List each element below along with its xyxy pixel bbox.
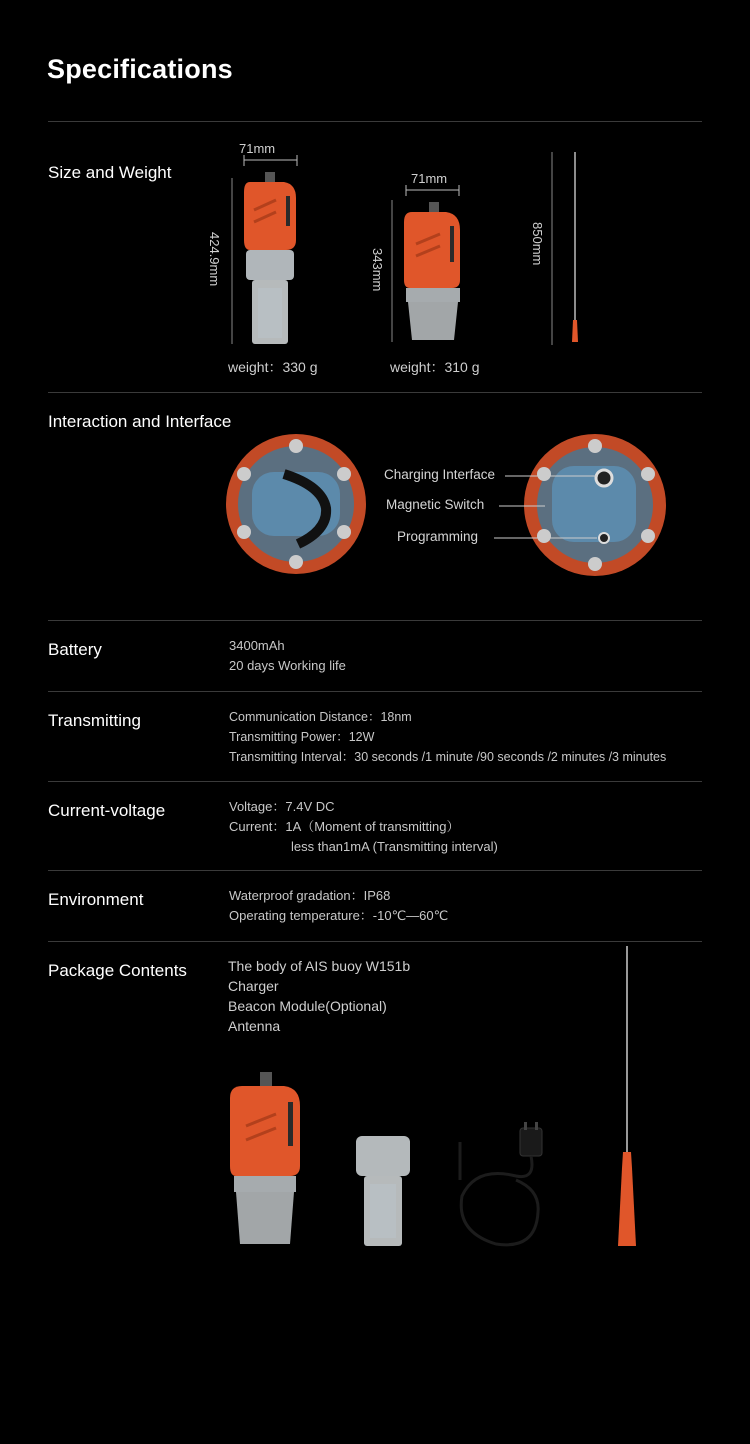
battery-capacity: 3400mAh [229, 638, 285, 653]
transmitting-label: Transmitting [48, 711, 141, 730]
divider [48, 691, 702, 692]
antenna-height: 850mm [530, 222, 545, 266]
voltage: Voltage：7.4V DC [229, 799, 335, 814]
page-title: Specifications [47, 54, 233, 84]
device1-weight: weight：330 g [228, 359, 318, 375]
communication-distance: Communication Distance：18nm [229, 710, 412, 724]
battery-specs [229, 636, 346, 676]
package-contents-label: Package Contents [48, 961, 187, 980]
current: Current：1A（Moment of transmitting） [229, 819, 460, 834]
package-antenna-image [612, 946, 642, 1250]
battery-label: Battery [48, 640, 102, 659]
divider [48, 941, 702, 942]
environment-label: Environment [48, 890, 144, 909]
device1-width: 71mm [239, 141, 276, 156]
operating-temperature: Operating temperature：-10℃—60℃ [229, 908, 449, 923]
package-item: Beacon Module(Optional) [228, 998, 387, 1014]
device2-weight: weight：310 g [390, 359, 480, 375]
current-idle: less than1mA (Transmitting interval) [291, 839, 498, 854]
device1-height: 424.9mm [207, 232, 222, 287]
transmitting-specs [229, 707, 666, 767]
callout-lines [0, 0, 750, 600]
current-voltage-label: Current-voltage [48, 801, 166, 820]
size-weight-label: Size and Weight [48, 163, 172, 182]
package-item: Antenna [228, 1018, 281, 1034]
divider [48, 870, 702, 871]
package-beacon-module-image [354, 1134, 412, 1250]
callout-magnetic-switch: Magnetic Switch [386, 497, 485, 512]
callout-programming: Programming [397, 529, 479, 544]
transmitting-interval: Transmitting Interval：30 seconds /1 minute /90 seconds /2 minutes /3 minutes [229, 750, 667, 764]
battery-working-life: 20 days Working life [229, 658, 346, 673]
callout-charging-interface: Charging Interface [384, 467, 496, 482]
waterproof-gradation: Waterproof gradation：IP68 [229, 888, 391, 903]
package-item: Charger [228, 978, 279, 994]
package-buoy-body-image [228, 1070, 302, 1250]
device2-height: 343mm [370, 248, 385, 292]
package-charger-image [456, 1120, 552, 1250]
divider [48, 620, 702, 621]
environment-specs [229, 886, 448, 926]
package-item: The body of AIS buoy W151b [228, 958, 411, 974]
package-list [228, 956, 410, 1036]
device2-width: 71mm [411, 171, 448, 186]
current-voltage-specs [229, 797, 498, 857]
divider [48, 781, 702, 782]
interface-label: Interaction and Interface [48, 412, 232, 431]
transmitting-power: Transmitting Power：12W [229, 730, 375, 744]
